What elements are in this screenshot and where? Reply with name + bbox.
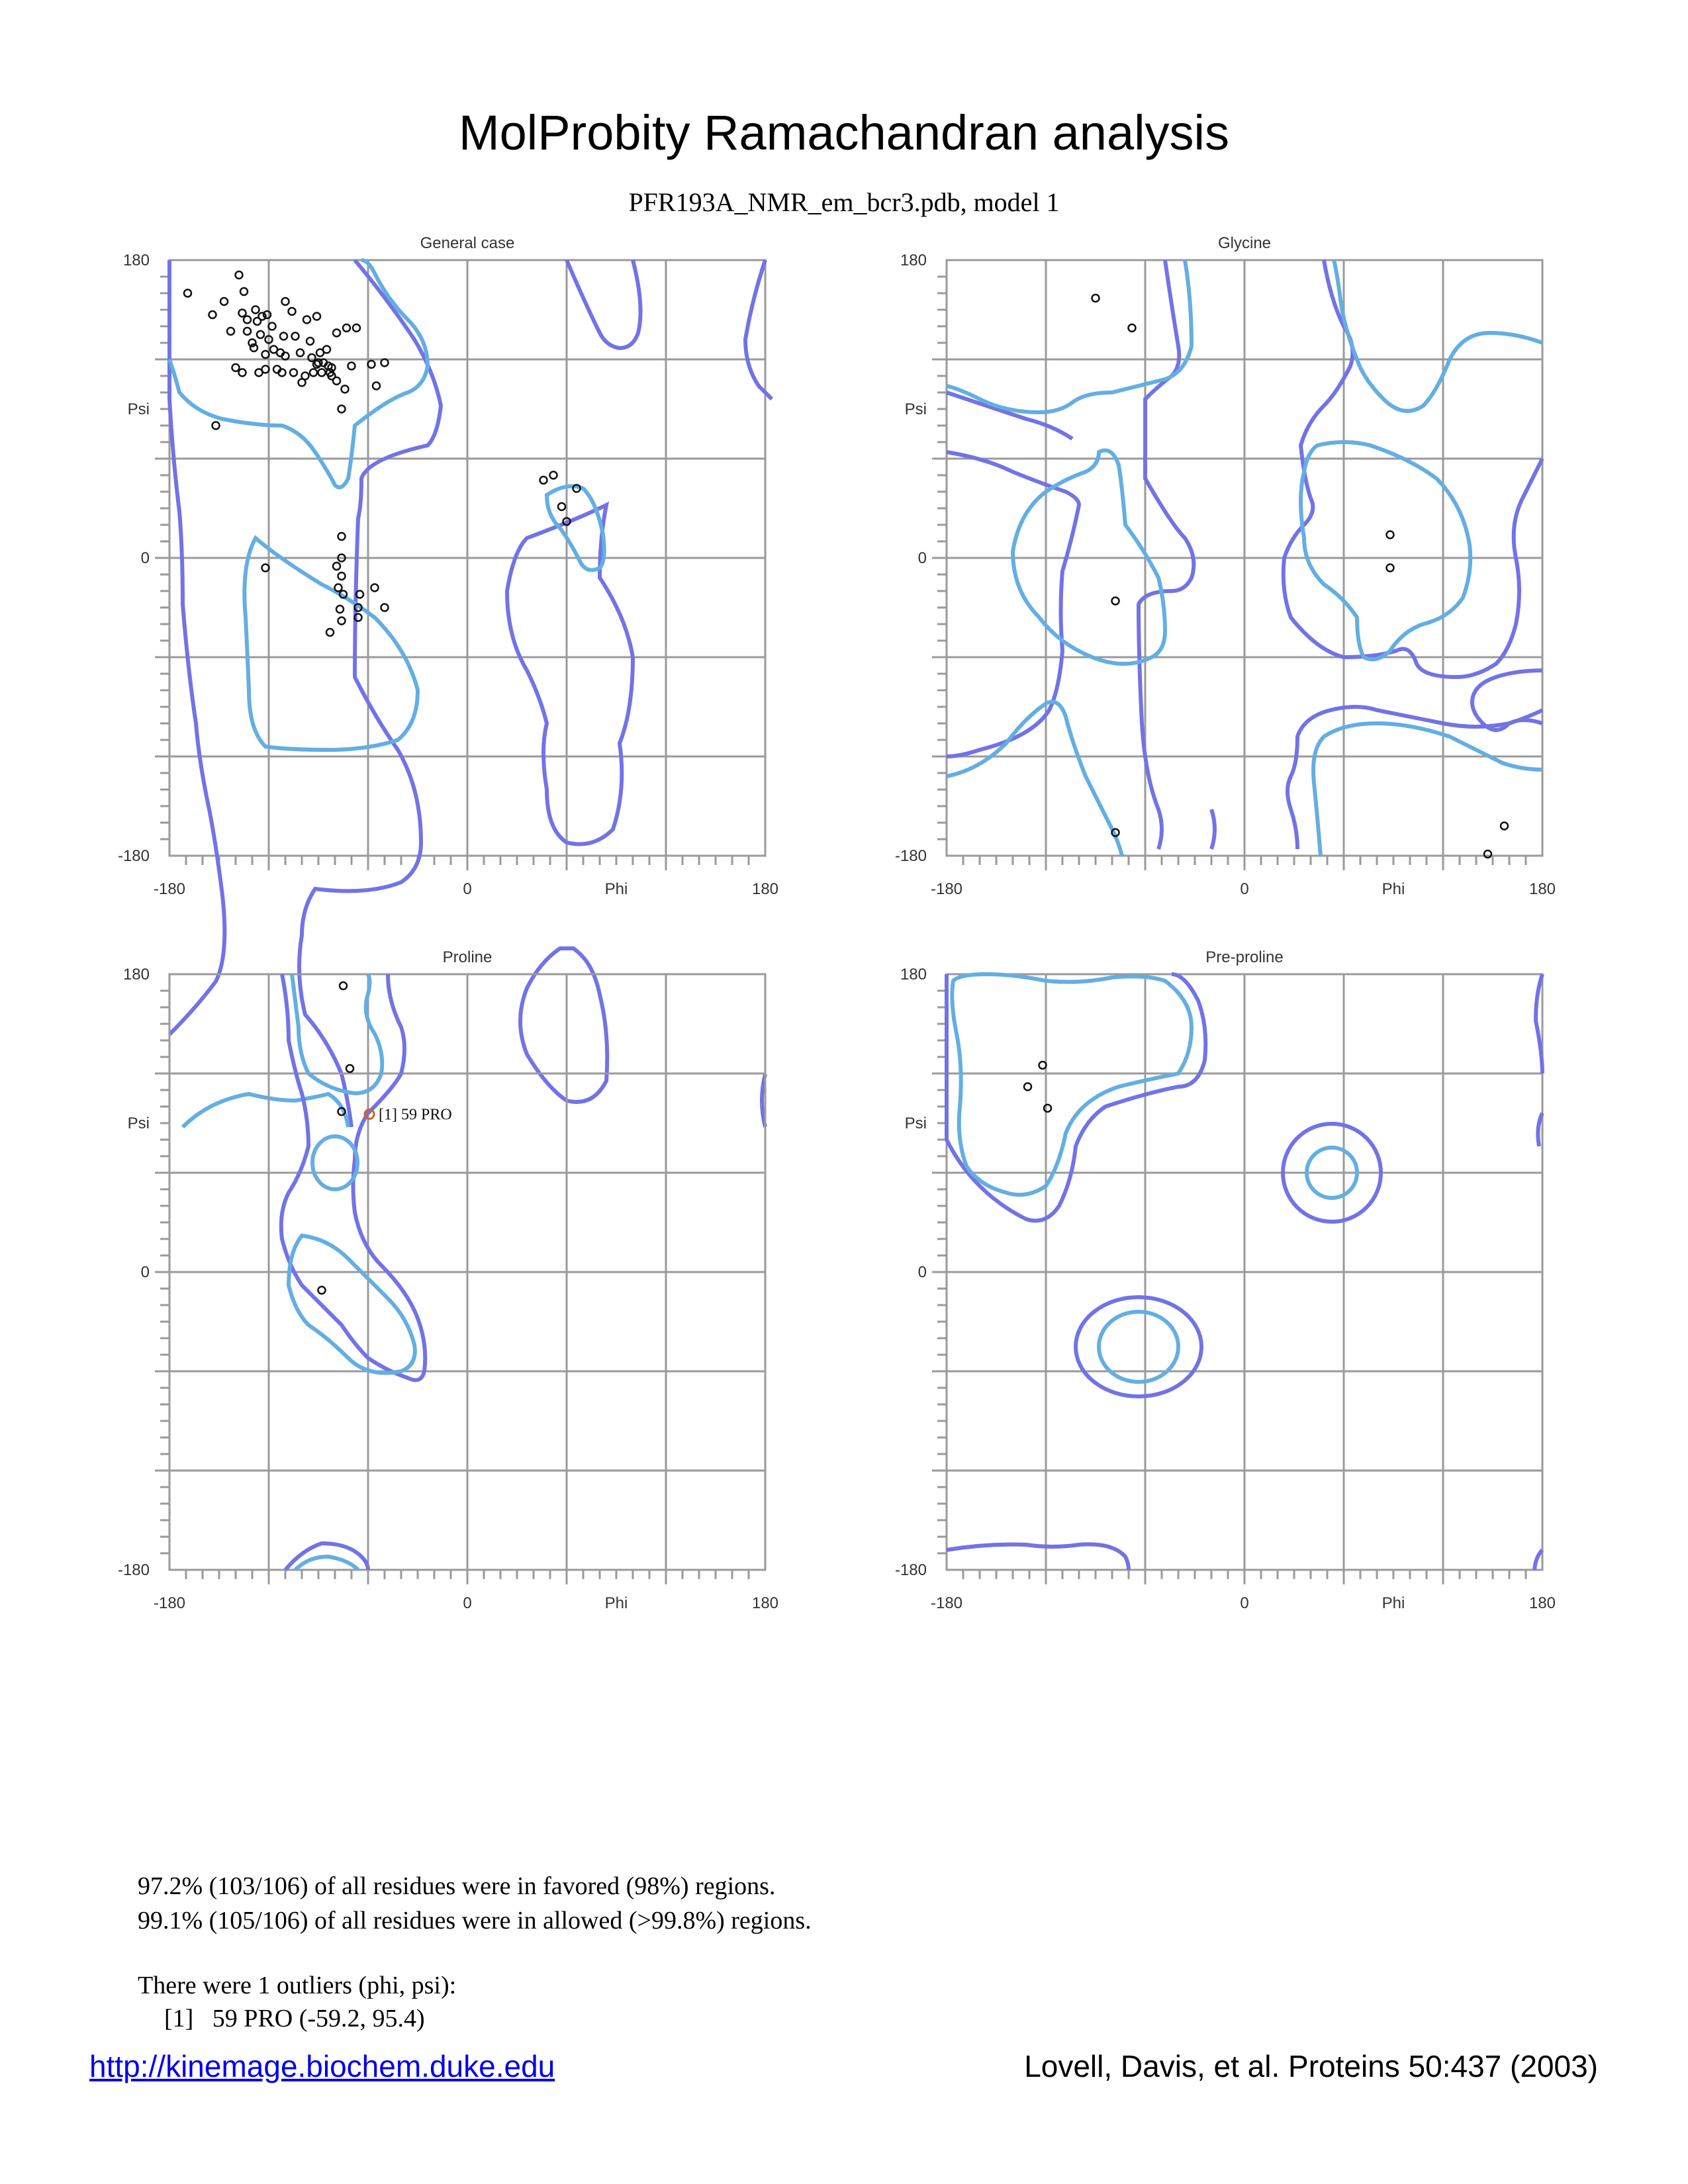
data-point [280, 333, 287, 340]
x-tick-label: -180 [153, 1594, 186, 1612]
data-point [336, 606, 344, 613]
x-tick-label: -180 [930, 880, 963, 898]
data-point [240, 288, 248, 295]
allowed-contour [947, 1544, 1129, 1570]
allowed-contour [1211, 809, 1215, 849]
favored-contour [1313, 723, 1542, 856]
data-point [184, 290, 191, 297]
x-tick-label: 180 [1528, 1594, 1556, 1612]
y-axis-label: Psi [127, 400, 150, 418]
x-tick-label: 0 [1240, 1594, 1249, 1612]
favored-contour [1301, 442, 1470, 659]
panel-proline [118, 948, 778, 1612]
data-point [326, 629, 334, 636]
data-point [244, 328, 251, 335]
page-subtitle: PFR193A_NMR_em_bcr3.pdb, model 1 [628, 187, 1060, 217]
data-points [1092, 295, 1509, 858]
data-point [1092, 295, 1100, 302]
x-axis-label: Phi [1382, 880, 1405, 898]
data-point [1501, 823, 1508, 830]
data-point [333, 377, 340, 385]
x-tick-label: 180 [751, 880, 779, 898]
contours-general [169, 260, 772, 1127]
y-axis-label: Psi [127, 1115, 150, 1132]
data-point [381, 604, 389, 612]
data-point [252, 306, 259, 314]
summary-favored: 97.2% (103/106) of all residues were in favored (98%) regions. [138, 1872, 776, 1900]
data-point [550, 472, 557, 479]
y-tick-label: -180 [117, 847, 150, 865]
page-title: MolProbity Ramachandran analysis [459, 105, 1229, 160]
data-point [239, 310, 246, 317]
allowed-contour [567, 260, 641, 348]
data-point [282, 298, 289, 305]
y-tick-label: 180 [122, 251, 150, 269]
data-point [373, 383, 380, 390]
data-point [340, 982, 347, 989]
data-point [540, 477, 547, 484]
data-point [1387, 565, 1394, 572]
y-tick-label: 180 [900, 966, 927, 983]
y-tick-label: 0 [917, 549, 927, 567]
data-point [318, 369, 326, 377]
panel-glycine [895, 234, 1556, 898]
y-tick-label: -180 [894, 1561, 927, 1579]
data-point [289, 308, 296, 315]
grid [932, 260, 1542, 870]
x-axis-label: Phi [604, 1594, 628, 1612]
data-point [297, 349, 304, 357]
x-tick-label: 180 [751, 1594, 779, 1612]
data-point [239, 369, 246, 377]
data-point [313, 313, 320, 320]
favored-contour [289, 1236, 415, 1373]
x-tick-label: 0 [1240, 880, 1249, 898]
panel-title: Pre-proline [1205, 948, 1284, 966]
data-point [292, 333, 299, 340]
allowed-contour [947, 392, 1072, 439]
data-point [353, 324, 360, 332]
allowed-contour [507, 505, 633, 844]
y-tick-label: 0 [140, 1263, 150, 1281]
favored-contour [1334, 260, 1542, 411]
favored-contour [183, 1094, 348, 1127]
x-tick-label: -180 [153, 880, 186, 898]
x-tick-label: -180 [930, 1594, 963, 1612]
data-point [232, 364, 240, 371]
data-point [256, 369, 263, 377]
data-point [227, 328, 234, 335]
allowed-contour [1472, 670, 1542, 730]
data-point [236, 271, 243, 279]
allowed-contour [520, 948, 607, 1102]
allowed-contour [745, 260, 772, 399]
data-point [342, 386, 349, 393]
data-point [1387, 531, 1394, 539]
data-point [338, 617, 346, 625]
favored-contour [312, 1136, 357, 1189]
outlier-label: [1] 59 PRO [379, 1106, 452, 1124]
data-point [318, 1287, 326, 1294]
data-point [220, 298, 228, 305]
data-point [1129, 324, 1136, 332]
y-tick-label: 0 [140, 549, 150, 567]
grid [155, 974, 765, 1584]
data-point [290, 369, 297, 377]
data-point [346, 1065, 353, 1072]
panel-title: Glycine [1217, 234, 1272, 252]
panel-pre-proline [895, 948, 1556, 1612]
data-points [1024, 1062, 1051, 1112]
data-point [343, 324, 350, 332]
data-point [338, 533, 346, 540]
favored-contour [244, 538, 418, 750]
data-point [371, 584, 379, 592]
favored-contour [295, 1557, 358, 1570]
data-point [1024, 1083, 1031, 1091]
data-point [338, 406, 346, 413]
allowed-contour [947, 452, 1079, 756]
summary-outlier-header: There were 1 outliers (phi, psi): [138, 1972, 457, 1999]
y-tick-label: -180 [117, 1561, 150, 1579]
panel-title: General case [420, 234, 515, 252]
data-point [310, 369, 317, 377]
y-axis-label: Psi [904, 1115, 927, 1132]
data-point [338, 572, 346, 580]
y-tick-label: -180 [894, 847, 927, 865]
citation: Lovell, Davis, et al. Proteins 50:437 (2003) [1024, 2049, 1598, 2083]
x-tick-label: 0 [463, 880, 472, 898]
y-axis-label: Psi [904, 400, 927, 418]
summary-allowed: 99.1% (105/106) of all residues were in allowed (>99.8%) regions. [138, 1907, 812, 1934]
data-point [257, 331, 264, 338]
grid [932, 974, 1542, 1584]
allowed-contour [1534, 1550, 1542, 1570]
data-point [212, 422, 220, 430]
allowed-contour [169, 260, 224, 1034]
favored-contour [169, 260, 428, 487]
x-axis-label: Phi [604, 880, 628, 898]
allowed-contour [1284, 260, 1542, 677]
data-point [306, 338, 314, 345]
data-point [323, 346, 330, 353]
data-point [348, 363, 355, 370]
panel-title: Proline [442, 948, 492, 966]
panel-general-case [118, 234, 778, 1127]
summary-outlier-item: [1] 59 PRO (-59.2, 95.4) [164, 2005, 425, 2032]
x-tick-label: 0 [463, 1594, 472, 1612]
data-point [335, 584, 342, 592]
data-point [299, 379, 306, 387]
x-axis-label: Phi [1382, 1594, 1405, 1612]
data-point [333, 563, 340, 570]
x-tick-label: 180 [1528, 880, 1556, 898]
data-point [244, 316, 251, 324]
data-point [1112, 598, 1119, 605]
data-point [209, 311, 216, 318]
kinemage-link[interactable]: http://kinemage.biochem.duke.edu [89, 2049, 555, 2083]
data-point [558, 503, 565, 510]
y-tick-label: 180 [122, 966, 150, 983]
y-tick-label: 0 [917, 1263, 927, 1281]
data-point [303, 316, 310, 324]
y-tick-label: 180 [900, 251, 927, 269]
data-point [333, 330, 340, 337]
